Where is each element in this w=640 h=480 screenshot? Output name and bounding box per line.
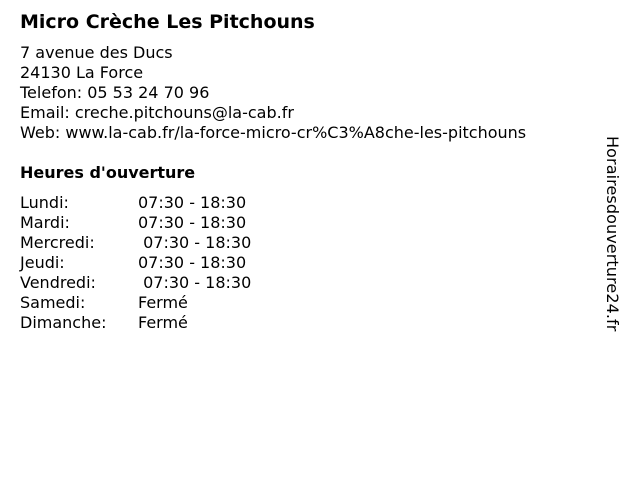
business-contact	[20, 43, 526, 143]
day-hours: 07:30 - 18:30	[138, 193, 247, 212]
phone-number: Telefon: 05 53 24 70 96	[20, 83, 210, 102]
address-street: 7 avenue des Ducs	[20, 43, 173, 62]
day-label: Mercredi:	[20, 233, 95, 252]
address-city: 24130 La Force	[20, 63, 144, 82]
day-label: Vendredi:	[20, 273, 96, 292]
day-label: Dimanche:	[20, 313, 107, 332]
hours-heading: Heures d'ouverture	[20, 163, 196, 182]
day-label: Lundi:	[20, 193, 69, 212]
website-url: Web: www.la-cab.fr/la-force-micro-cr%C3%A8che-les-pitchouns	[20, 123, 527, 142]
day-label: Jeudi:	[20, 253, 65, 272]
day-hours: Fermé	[138, 313, 188, 332]
site-brand-vertical: Horairesdouverture24.fr	[603, 136, 622, 332]
day-hours: Fermé	[138, 293, 188, 312]
day-hours: 07:30 - 18:30	[138, 253, 247, 272]
day-label: Samedi:	[20, 293, 86, 312]
day-hours: 07:30 - 18:30	[138, 233, 252, 252]
email-address: Email: creche.pitchouns@la-cab.fr	[20, 103, 294, 122]
day-label: Mardi:	[20, 213, 70, 232]
day-hours: 07:30 - 18:30	[138, 273, 252, 292]
day-hours: 07:30 - 18:30	[138, 213, 247, 232]
business-name: Micro Crèche Les Pitchouns	[20, 11, 315, 33]
